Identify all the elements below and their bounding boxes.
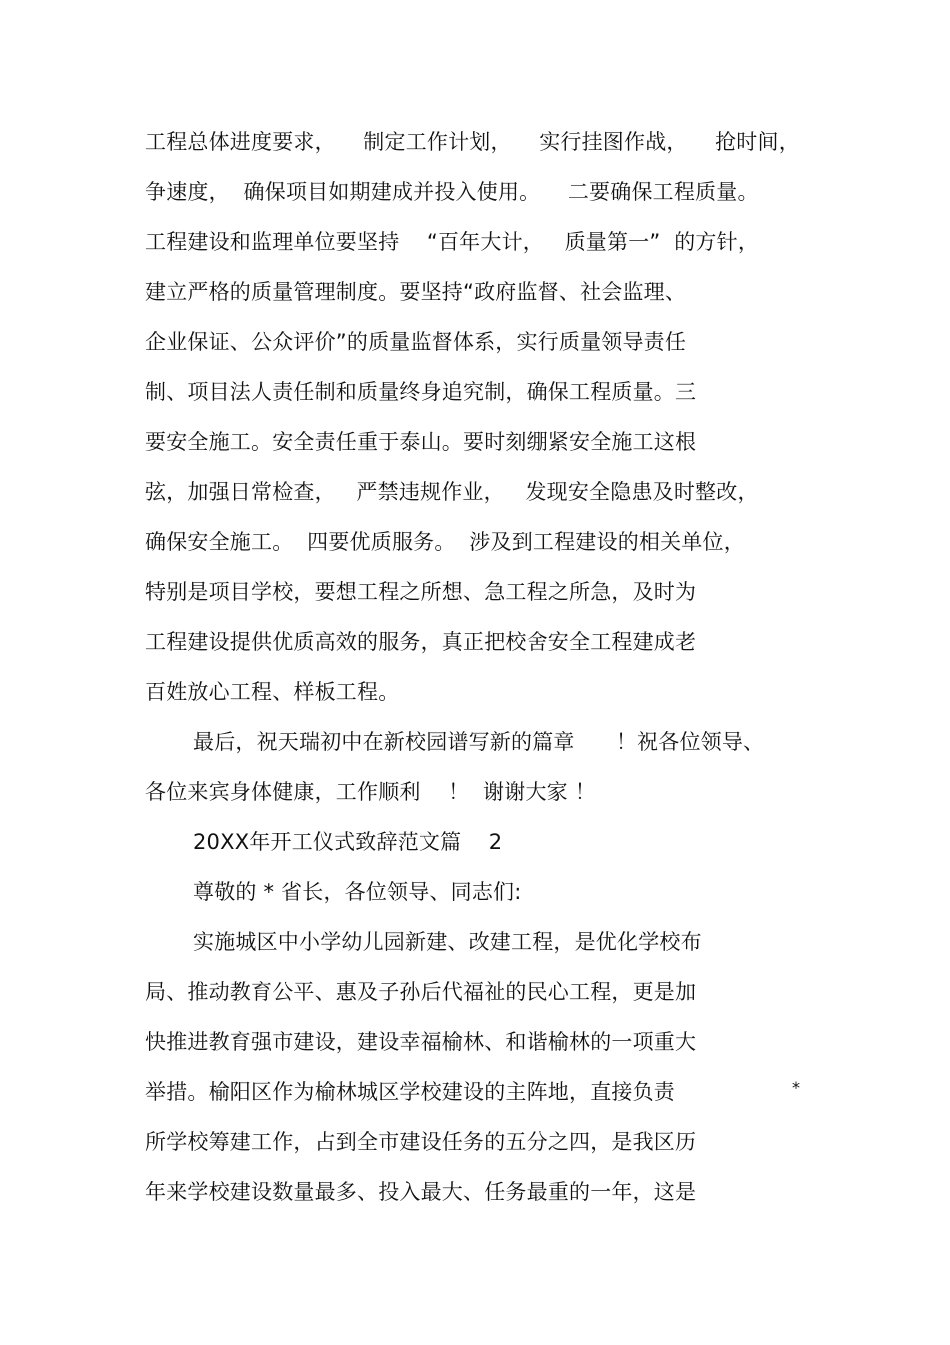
text-line-2: 争速度， 确保项目如期建成并投入使用。 二要确保工程质量。: [145, 180, 759, 204]
section-heading: 20XX年开工仪式致辞范文篇 2: [193, 830, 503, 854]
text-line-12: 百姓放心工程、样板工程。: [145, 680, 400, 704]
text-line-14: 各位来宾身体健康，工作顺利 ！ 谢谢大家 ！: [145, 780, 596, 804]
text-line-4: 建立严格的质量管理制度。要坚持“政府监督、社会监理、: [145, 280, 687, 304]
text-line-18: 局、推动教育公平、惠及子孙后代福祉的民心工程，更是加: [145, 980, 697, 1004]
salutation: 尊敬的 * 省长，各位领导、同志们:: [193, 880, 522, 904]
text-line-21: 所学校筹建工作，占到全市建设任务的五分之四，是我区历: [145, 1130, 697, 1154]
text-line-8: 弦，加强日常检查， 严禁违规作业， 发现安全隐患及时整改，: [145, 480, 759, 504]
text-line-3: 工程建设和监理单位要坚持 “百年大计， 质量第一” 的方针，: [145, 230, 760, 254]
margin-asterisk: *: [792, 1078, 800, 1097]
text-line-19: 快推进教育强市建设，建设幸福榆林、和谐榆林的一项重大: [145, 1030, 697, 1054]
text-line-17: 实施城区中小学幼儿园新建、改建工程，是优化学校布: [193, 930, 702, 954]
text-line-20: 举措。榆阳区作为榆林城区学校建设的主阵地，直接负责: [145, 1080, 675, 1104]
text-line-5: 企业保证、公众评价”的质量监督体系，实行质量领导责任: [145, 330, 687, 354]
text-line-1: 工程总体进度要求， 制定工作计划， 实行挂图作战， 抢时间，: [145, 130, 800, 154]
text-line-9: 确保安全施工。 四要优质服务。 涉及到工程建设的相关单位，: [145, 530, 745, 554]
text-line-6: 制、项目法人责任制和质量终身追究制，确保工程质量。三: [145, 380, 697, 404]
text-line-11: 工程建设提供优质高效的服务，真正把校舍安全工程建成老: [145, 630, 697, 654]
text-line-7: 要安全施工。安全责任重于泰山。要时刻绷紧安全施工这根: [145, 430, 697, 454]
text-line-22: 年来学校建设数量最多、投入最大、任务最重的一年，这是: [145, 1180, 697, 1204]
text-line-10: 特别是项目学校，要想工程之所想、急工程之所急，及时为: [145, 580, 697, 604]
text-line-13: 最后，祝天瑞初中在新校园谱写新的篇章 ！祝各位领导、: [193, 730, 765, 754]
